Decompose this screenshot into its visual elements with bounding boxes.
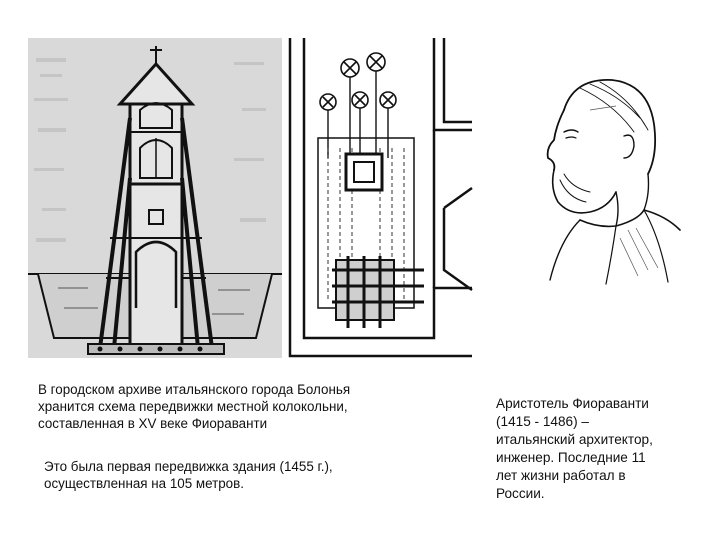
fioravanti-portrait-sketch [520, 70, 682, 290]
caption-biography: Аристотель Фиораванти (1415 - 1486) – итальянский архитектор, инженер. Последние 11 лет жизни работал в России. [496, 396, 653, 501]
relocation-plan-drawing [284, 38, 474, 360]
bell-tower-drawing [28, 38, 282, 358]
caption-archive: В городском архиве итальянского города Болонья хранится схема передвижки местной колокольни, составленная в XV веке Фиораванти [38, 382, 351, 431]
caption-first-move: Это была первая передвижка здания (1455 г.), осуществленная на 105 метров. [44, 459, 333, 491]
